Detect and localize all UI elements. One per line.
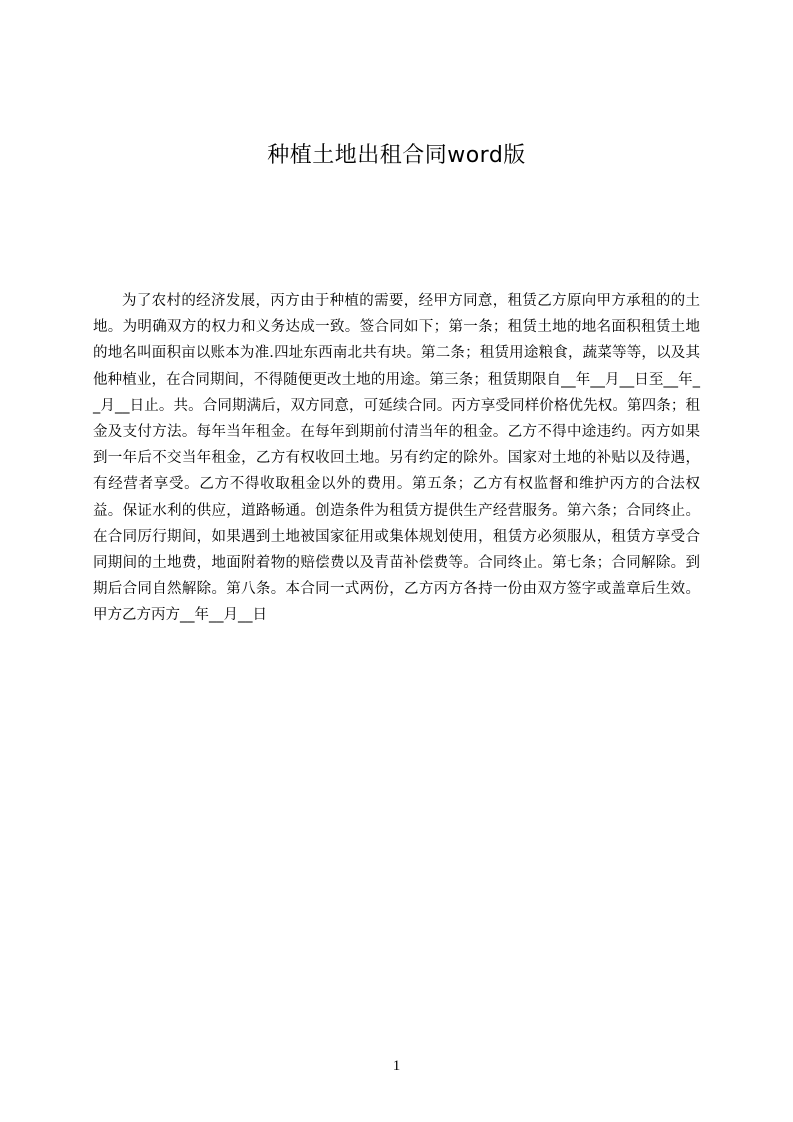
page-number: 1 bbox=[392, 1058, 401, 1074]
document-title: 种植土地出租合同word版 bbox=[267, 143, 526, 168]
document-body-paragraph: 为了农村的经济发展，丙方由于种植的需要，经甲方同意，租赁乙方原向甲方承租的的土地。为明确双方的权力和义务达成一致。签合同如下；第一条；租赁土地的地名面积租赁土地的地名叫面积亩以账本为准.四址东西南北共有块。第二条；租赁用途粮食，蔬菜等等，以及其他种植业，在合同期间，不得随便更改土地的用途。第三条；租赁期限自__年__月__日至__年__月__日止。共。合同期满后，双方同意，可延续合同。丙方享受同样价格优先权。第四条；租金及支付方法。每年当年租金。在每年到期前付清当年的租金。乙方不得中途违约。丙方如果到一年后不交当年租金，乙方有权收回土地。另有约定的除外。国家对土地的补贴以及待遇，有经营者享受。乙方不得收取租金以外的费用。第五条；乙方有权监督和维护丙方的合法权益。保证水利的供应，道路畅通。创造条件为租赁方提供生产经营服务。第六条；合同终止。在合同厉行期间，如果遇到土地被国家征用或集体规划使用，租赁方必须服从，租赁方享受合同期间的土地费，地面附着物的赔偿费以及青苗补偿费等。合同终止。第七条；合同解除。到期后合同自然解除。第八条。本合同一式两份，乙方丙方各持一份由双方签字或盖章后生效。甲方乙方丙方__年__月__日 bbox=[93, 293, 700, 624]
